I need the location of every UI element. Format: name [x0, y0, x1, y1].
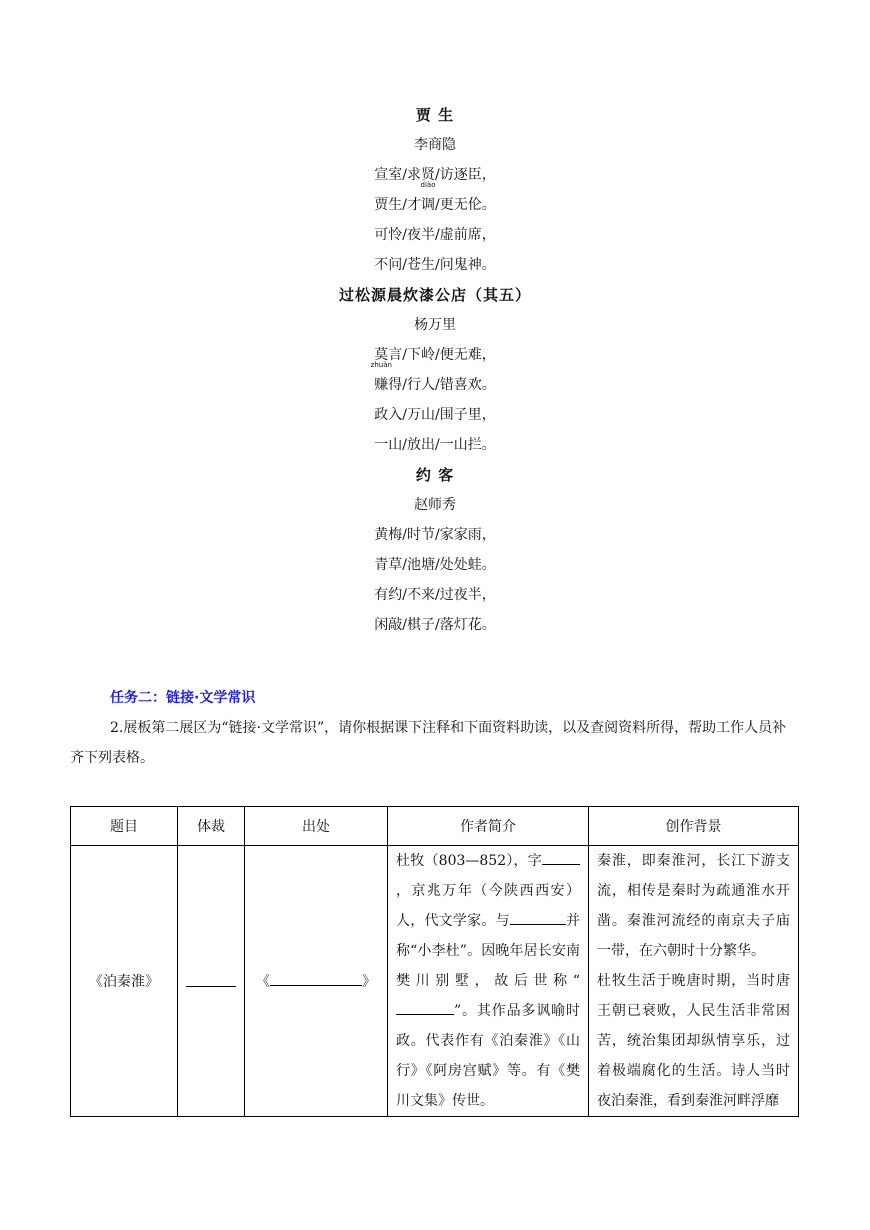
style-name-blank[interactable] [542, 850, 580, 865]
poem-title: 贾 生 [415, 106, 455, 124]
nickname-blank[interactable] [396, 1000, 454, 1015]
header-source: 出处 [245, 807, 388, 846]
poem-title-cell: 《泊秦淮》 [89, 974, 159, 990]
background-paragraph: 秦淮，即秦淮河，长江下游支流，相传是秦时为疏通淮水开凿。秦淮河流经的南京夫子庙一带，在六朝时十分繁华。 [597, 853, 790, 959]
poem-author: 李商隐 [414, 137, 456, 153]
cell-author-intro [388, 846, 589, 1117]
poem-line [0, 181, 870, 220]
poem [0, 100, 870, 280]
ruby-char [420, 181, 436, 220]
poem-line-part: 贾生/才 [374, 197, 421, 213]
source-blank[interactable] [270, 971, 362, 986]
poem-line-part: /更无伦。 [435, 197, 496, 213]
pinyin-annotation: zhuàn [370, 361, 392, 369]
ruby-base: 赚 [374, 377, 389, 393]
poem-line: 宣室/求贤/访逐臣， [374, 167, 496, 183]
table-row [71, 846, 799, 1117]
poem-line: 一山/放出/一山拦。 [374, 437, 496, 453]
poem-line-part: 得/行人/错喜欢。 [388, 377, 496, 393]
ruby-char [370, 361, 392, 400]
background-paragraph: 杜牧生活于晚唐时期，当时唐王朝已衰败，人民生活非常困苦，统治集团却纵情享乐，过着极端腐化的生活。诗人当时夜泊秦淮，看到秦淮河畔浮靡 [597, 973, 790, 1109]
poem-line: 不问/苍生/问鬼神。 [374, 257, 496, 273]
literature-table [70, 806, 799, 1117]
poem-line: 可怜/夜半/虚前席， [374, 227, 496, 243]
poem-line: 有约/不来/过夜半， [374, 587, 496, 603]
peer-poet-blank[interactable] [510, 910, 566, 925]
cell-genre [178, 846, 245, 1117]
question-text: 2.展板第二展区为“链接·文学常识”，请你根据课下注释和下面资料助读，以及查阅资料所得，帮助工作人员补齐下列表格。 [70, 720, 787, 766]
ruby-base: 调 [421, 197, 435, 213]
poem [0, 460, 870, 640]
poem-line: 莫言/下岭/便无难， [374, 347, 496, 363]
poem [0, 280, 870, 460]
poem-author: 杨万里 [414, 317, 456, 333]
author-intro-text: 杜牧（803—852），字，京兆万年（今陕西西安）人，代文学家。与 并称“小李杜”。因晚年居长安南樊川别墅，故后世称“”。其作品多讽喻时政。代表作有《泊秦淮》《山行》《阿房宫赋》等。有《樊川文集》传世。 [388, 846, 588, 1116]
cell-source [245, 846, 388, 1117]
cell-background [589, 846, 799, 1117]
poem-line [0, 361, 870, 400]
header-genre: 体裁 [178, 807, 245, 846]
source-open-bracket: 《 [256, 974, 270, 990]
poem-line: 黄梅/时节/家家雨， [374, 527, 496, 543]
task-heading: 任务二：链接·文学常识 [110, 690, 256, 706]
poem-line: 青草/池塘/处处蛙。 [374, 557, 496, 573]
poems-section [0, 100, 870, 640]
header-author-intro: 作者简介 [388, 807, 589, 846]
poem-line: 政入/万山/围子里， [374, 407, 496, 423]
header-title: 题目 [71, 807, 178, 846]
poem-author: 赵师秀 [414, 497, 456, 513]
poem-line: 闲敲/棋子/落灯花。 [374, 617, 496, 633]
cell-title [71, 846, 178, 1117]
header-background: 创作背景 [589, 807, 799, 846]
source-close-bracket: 》 [362, 974, 376, 990]
poem-title: 过松源晨炊漆公店（其五） [338, 286, 531, 304]
poem-title: 约 客 [415, 466, 455, 484]
pinyin-annotation: diào [420, 181, 436, 189]
table-header-row [71, 807, 799, 846]
genre-blank[interactable] [186, 972, 236, 987]
